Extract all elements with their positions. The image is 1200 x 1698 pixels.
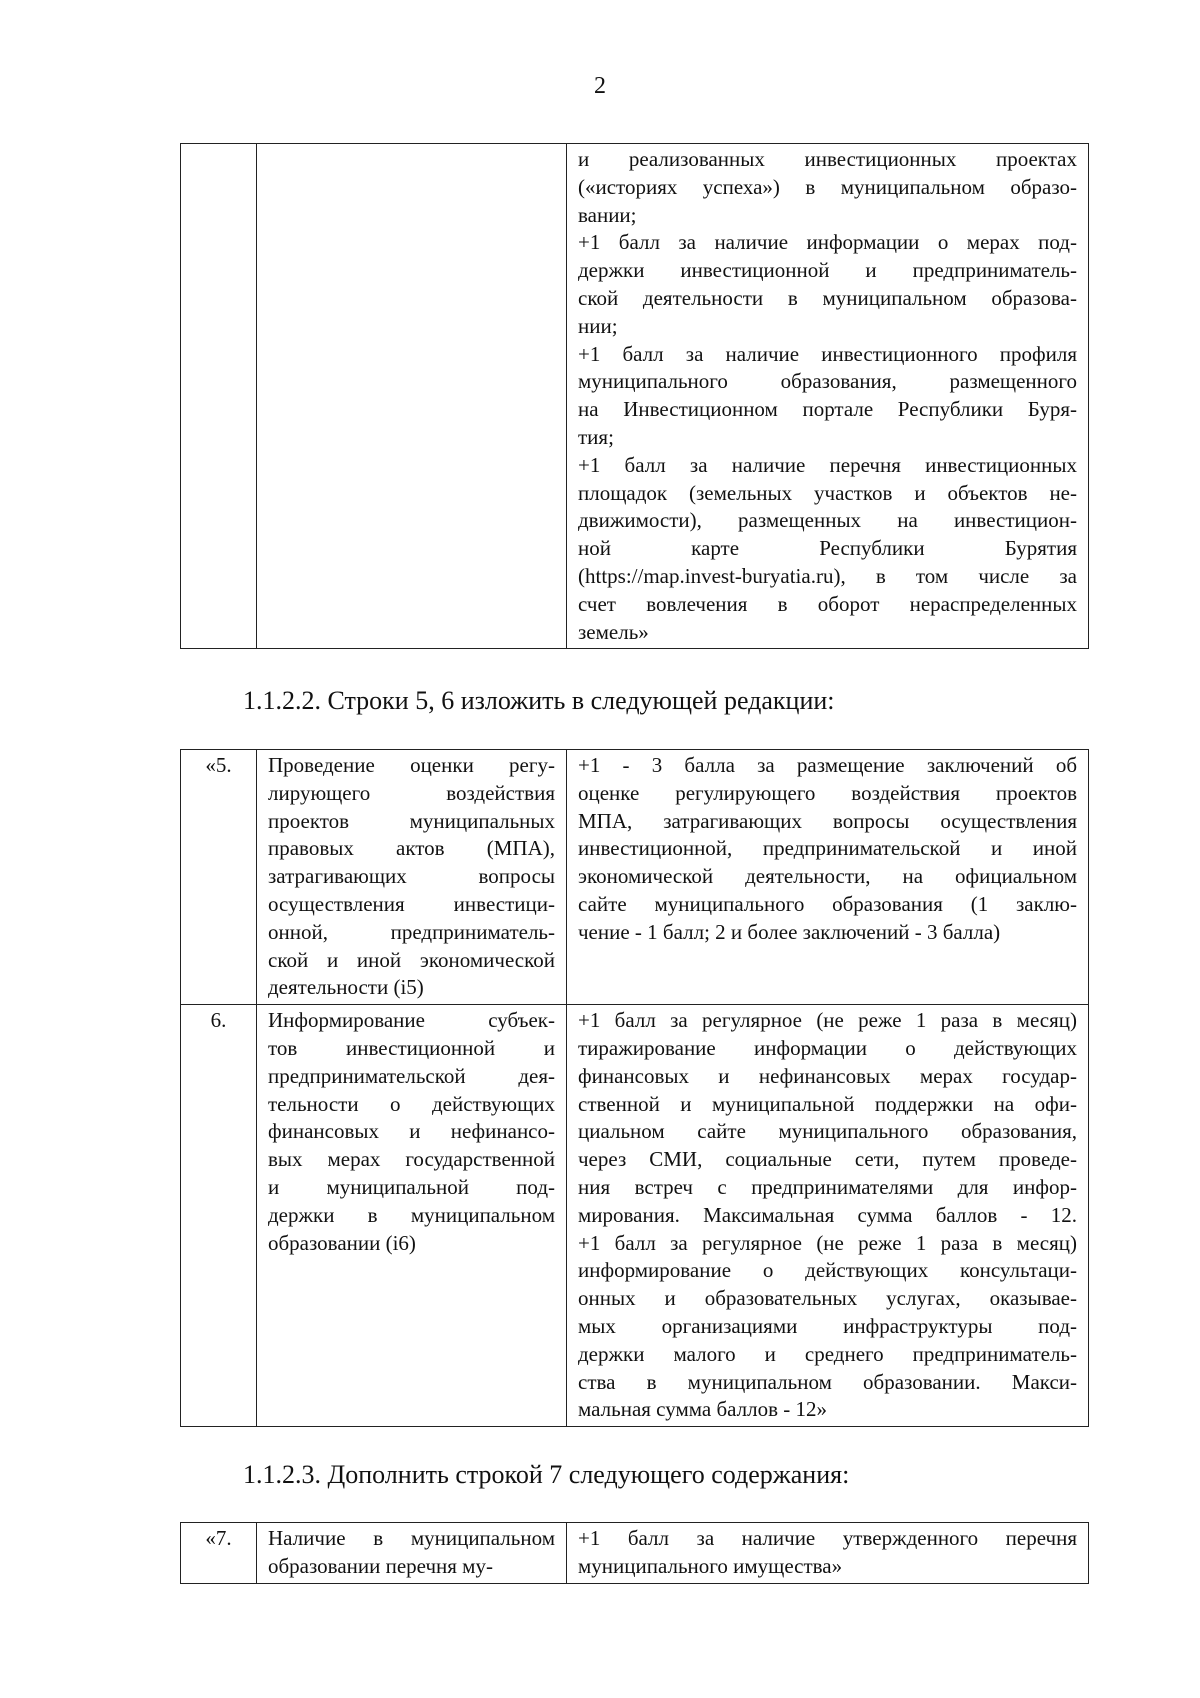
scoring-description-cell (567, 1523, 1089, 1584)
text-line: онных и образовательных услугах, оказывае- (578, 1286, 1077, 1311)
scoring-description-text (578, 1525, 1077, 1581)
text-line: осуществления инвестици- (268, 891, 555, 916)
indicator-name-cell (257, 1005, 567, 1427)
text-line: через СМИ, социальные сети, путем проведе- (578, 1147, 1077, 1172)
text-line: нии; (578, 313, 618, 338)
text-line: деятельности (i5) (268, 975, 424, 1000)
text-line: мальная сумма баллов - 12» (578, 1397, 828, 1422)
text-line: тия; (578, 424, 614, 449)
text-line: тельности о действующих (268, 1091, 555, 1116)
indicator-name-text (268, 752, 555, 1002)
scoring-description-cell (567, 144, 1089, 649)
text-line: +1 балл за наличие информации о мерах под- (578, 230, 1077, 255)
text-line: инвестиционной, предпринимательской и иной (578, 836, 1077, 861)
text-line: образовании (i6) (268, 1230, 416, 1255)
table-row (181, 750, 1089, 1005)
row-number-cell (181, 144, 257, 649)
section-heading-1-1-2-2: 1.1.2.2. Строки 5, 6 изложить в следующей редакции: (243, 686, 835, 715)
text-line: на Инвестиционном портале Республики Буря- (578, 397, 1077, 422)
text-line: сайте муниципального образования (1 заклю- (578, 891, 1077, 916)
text-line: финансовых и нефинансо- (268, 1119, 555, 1144)
scoring-description-cell (567, 750, 1089, 1005)
scoring-description-text (578, 752, 1077, 947)
scoring-description-cell (567, 1005, 1089, 1427)
text-line: мых организациями инфраструктуры под- (578, 1313, 1077, 1338)
text-line: +1 балл за регулярное (не реже 1 раза в месяц) (578, 1230, 1077, 1255)
text-line: +1 балл за регулярное (не реже 1 раза в месяц) (578, 1008, 1077, 1033)
text-line: экономической деятельности, на официальном (578, 864, 1077, 889)
text-line: («историях успеха») в муниципальном образо- (578, 174, 1077, 199)
text-line: образовании перечня му- (268, 1553, 493, 1578)
text-line: держки инвестиционной и предприниматель- (578, 258, 1077, 283)
row-7-table (180, 1522, 1089, 1584)
table-row (181, 144, 1089, 649)
text-line: финансовых и нефинансовых мерах государ- (578, 1063, 1077, 1088)
text-line: +1 балл за наличие утвержденного перечня (578, 1526, 1077, 1550)
indicator-name-cell (257, 1523, 567, 1584)
scoring-description-text (578, 1007, 1077, 1424)
table-row (181, 1005, 1089, 1427)
text-line: правовых актов (МПА), (268, 836, 555, 861)
section-heading-1-1-2-3: 1.1.2.3. Дополнить строкой 7 следующего содержания: (243, 1460, 850, 1489)
text-line: информирование о действующих консультаци- (578, 1258, 1077, 1283)
text-line: Проведение оценки регу- (268, 753, 555, 777)
text-line: тов инвестиционной и (268, 1035, 555, 1060)
indicator-name-cell (257, 144, 567, 649)
text-line: движимости), размещенных на инвестицион- (578, 508, 1077, 533)
text-line: (https://map.invest-buryatia.ru), в том числе за (578, 563, 1077, 588)
text-line: ской деятельности в муниципальном образова- (578, 285, 1077, 310)
text-line: и реализованных инвестиционных проектах (578, 147, 1077, 171)
text-line: оценке регулирующего воздействия проектов (578, 780, 1077, 805)
text-line: Наличие в муниципальном (268, 1526, 555, 1550)
page-number: 2 (594, 73, 606, 99)
text-line: мирования. Максимальная сумма баллов - 12. (578, 1202, 1077, 1227)
text-line: лирующего воздействия (268, 780, 555, 805)
text-line: ства в муниципальном образовании. Макси- (578, 1369, 1077, 1394)
text-line: вании; (578, 202, 637, 227)
text-line: ния встреч с предпринимателями для инфор- (578, 1174, 1077, 1199)
text-line: площадок (земельных участков и объектов не- (578, 480, 1077, 505)
text-line: +1 балл за наличие инвестиционного профиля (578, 341, 1077, 366)
indicator-name-cell (257, 750, 567, 1005)
row-number-cell: «5. (181, 750, 257, 1005)
text-line: циальном сайте муниципального образования, (578, 1119, 1077, 1144)
row-number-cell: «7. (181, 1523, 257, 1584)
text-line: МПА, затрагивающих вопросы осуществления (578, 808, 1077, 833)
text-line: муниципального имущества» (578, 1553, 843, 1578)
text-line: чение - 1 балл; 2 и более заключений - 3 балла) (578, 919, 1001, 944)
text-line: тиражирование информации о действующих (578, 1035, 1077, 1060)
text-line: счет вовлечения в оборот нераспределенных (578, 591, 1077, 616)
text-line: земель» (578, 619, 649, 644)
scoring-description-text (578, 146, 1077, 646)
text-line: держки в муниципальном (268, 1202, 555, 1227)
row-number-cell: 6. (181, 1005, 257, 1427)
text-line: затрагивающих вопросы (268, 864, 555, 889)
indicator-name-text (268, 1007, 555, 1257)
text-line: муниципального образования, размещенного (578, 369, 1077, 394)
text-line: ной карте Республики Бурятия (578, 536, 1077, 561)
indicator-name-text (268, 1525, 555, 1581)
rows-5-6-table (180, 749, 1089, 1427)
text-line: предпринимательской дея- (268, 1063, 555, 1088)
table-row (181, 1523, 1089, 1584)
text-line: онной, предприниматель- (268, 919, 555, 944)
text-line: ской и иной экономической (268, 947, 555, 972)
text-line: +1 - 3 балла за размещение заключений об (578, 753, 1077, 777)
text-line: вых мерах государственной (268, 1147, 555, 1172)
text-line: Информирование субъек- (268, 1008, 555, 1033)
text-line: +1 балл за наличие перечня инвестиционных (578, 452, 1077, 477)
text-line: держки малого и среднего предприниматель- (578, 1341, 1077, 1366)
text-line: ственной и муниципальной поддержки на офи- (578, 1091, 1077, 1116)
text-line: и муниципальной под- (268, 1174, 555, 1199)
text-line: проектов муниципальных (268, 808, 555, 833)
continued-criteria-table (180, 143, 1089, 649)
